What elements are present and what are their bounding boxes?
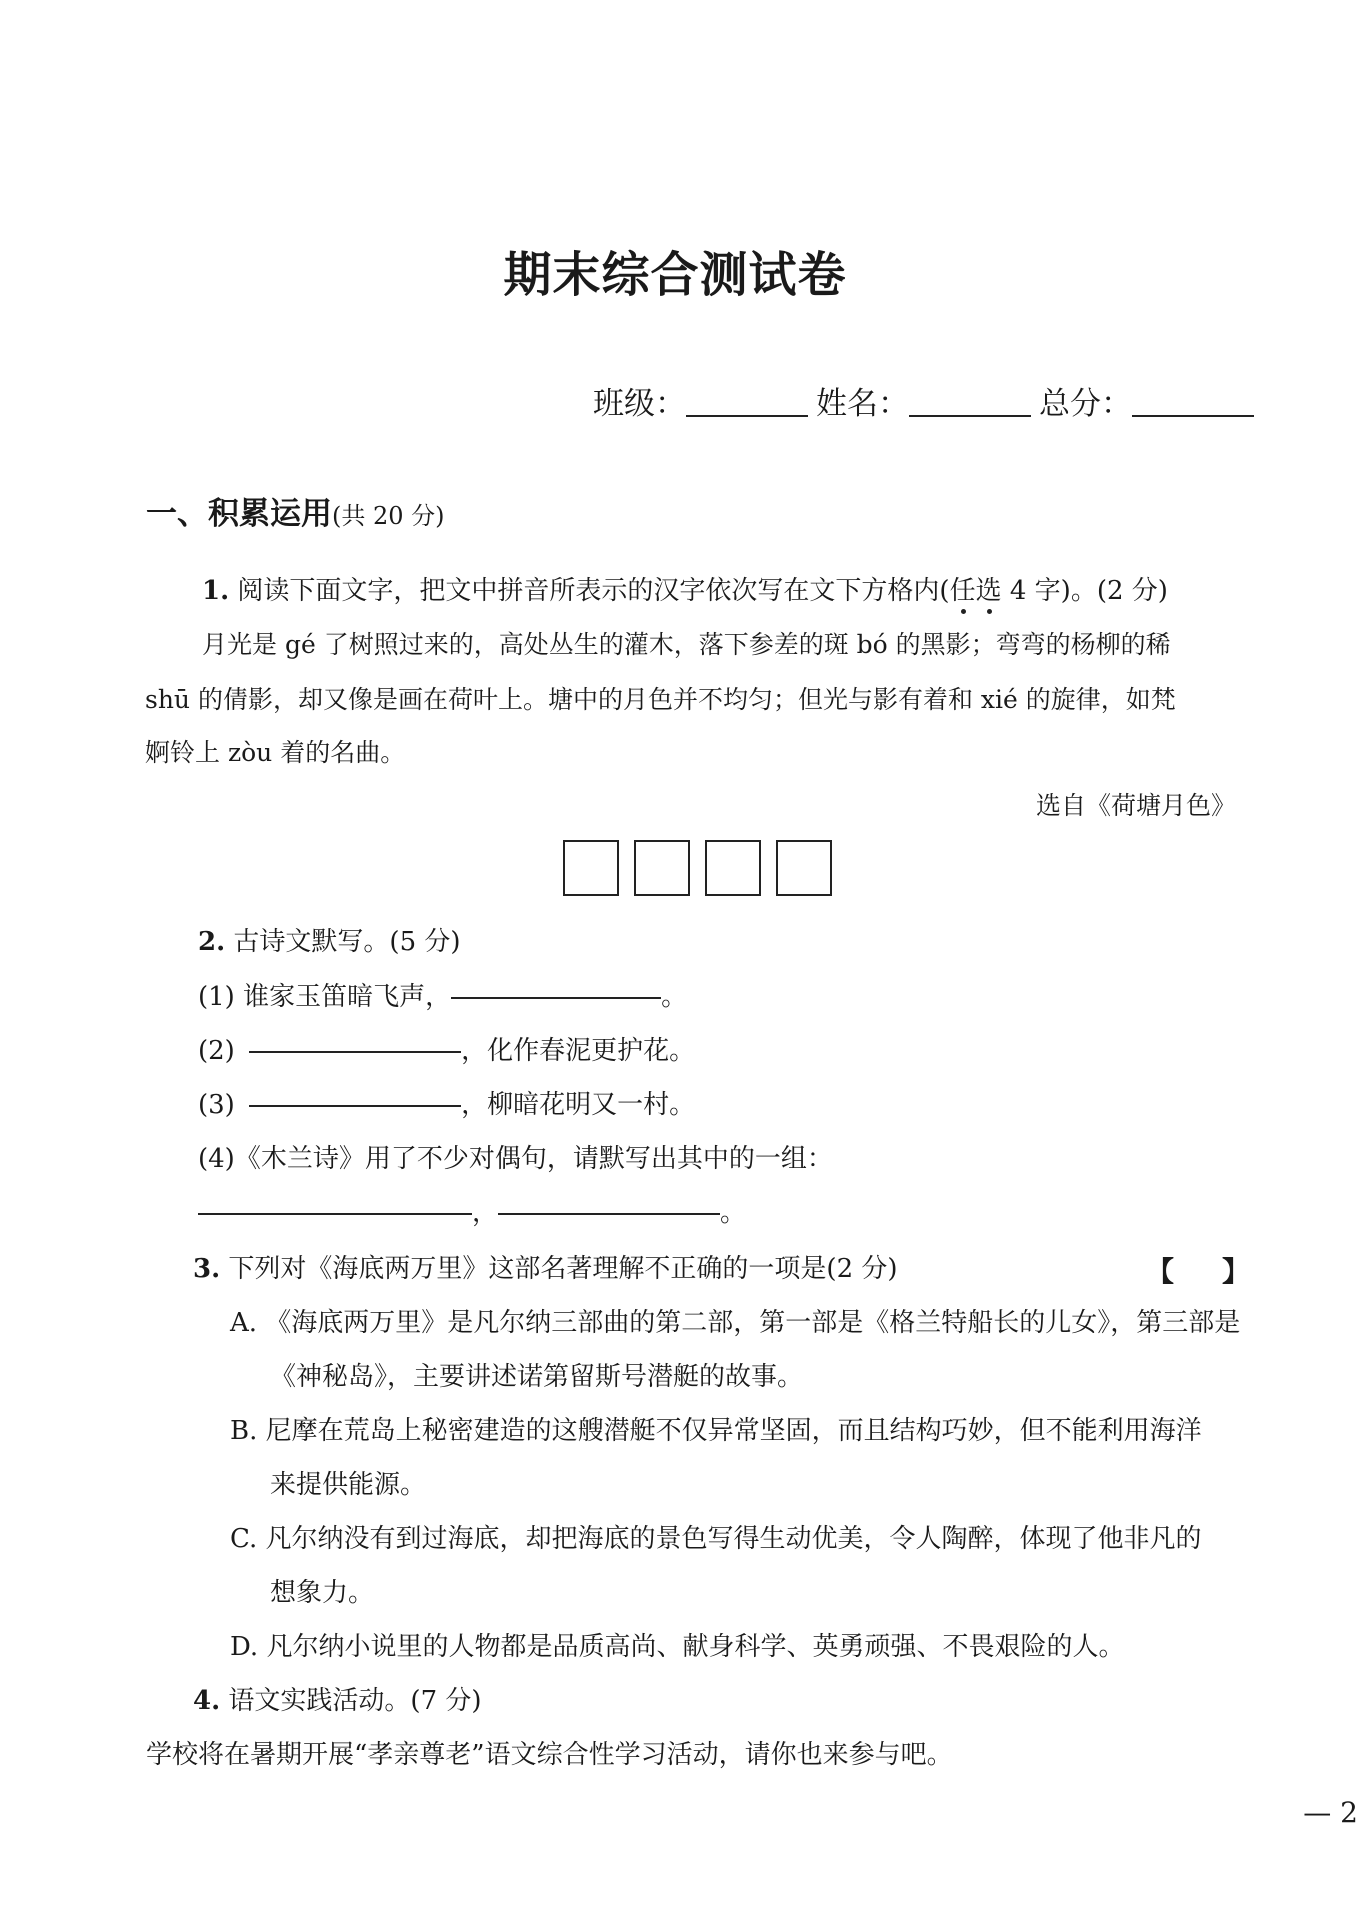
q1-passage-line-2: shū 的倩影，却又像是画在荷叶上。塘中的月色并不均匀；但光与影有着和 xié 的旋律，如梵 <box>145 685 1176 714</box>
section-1-points: (共 20 分) <box>332 502 445 530</box>
bracket-open: 【 <box>1145 1255 1174 1288</box>
q4-title-text: 语文实践活动。(7 分) <box>228 1686 482 1716</box>
q2-item-1-blank[interactable] <box>451 995 661 999</box>
q2-item-4-blank-1[interactable] <box>198 1211 472 1215</box>
q1-prompt-b: 4 字)。(2 分) <box>1001 576 1168 606</box>
name-field <box>816 378 1031 423</box>
section-1-heading: 一、积累运用 <box>146 496 332 532</box>
q3-option-d[interactable]: D. 凡尔纳小说里的人物都是品质高尚、献身科学、英勇顽强、不畏艰险的人。 <box>230 1632 1125 1662</box>
page-number-mark: — 2 <box>1303 1796 1358 1829</box>
q2-title <box>198 921 461 958</box>
q2-number: 2. <box>198 927 226 957</box>
q1-prompt <box>202 570 1168 607</box>
q2-item-2-text: ，化作春泥更护花。 <box>461 1036 696 1066</box>
q2-item-3 <box>198 1084 695 1121</box>
q2-item-3-blank[interactable] <box>249 1103 461 1107</box>
q3-option-b-line-1[interactable]: B. 尼摩在荒岛上秘密建造的这艘潜艇不仅异常坚固，而且结构巧妙，但不能利用海洋 <box>230 1416 1202 1446</box>
answer-box-1[interactable] <box>563 840 619 896</box>
bracket-close: 】 <box>1221 1255 1250 1288</box>
name-label: 姓名： <box>816 386 909 422</box>
q1-number: 1. <box>202 576 230 606</box>
class-field <box>593 378 808 423</box>
q4-intro: 学校将在暑期开展“孝亲尊老”语文综合性学习活动，请你也来参与吧。 <box>146 1740 953 1770</box>
student-info-row <box>593 378 1254 423</box>
q3-option-c-line-1[interactable]: C. 凡尔纳没有到过海底，却把海底的景色写得生动优美，令人陶醉，体现了他非凡的 <box>230 1524 1202 1554</box>
q2-item-1-end: 。 <box>661 982 688 1012</box>
answer-box-2[interactable] <box>634 840 690 896</box>
section-1-title <box>146 488 445 533</box>
q2-item-2-num: (2) <box>198 1036 235 1066</box>
q2-title-text: 古诗文默写。(5 分) <box>233 927 461 957</box>
q2-item-4-answer <box>198 1192 746 1229</box>
q3-title-text: 下列对《海底两万里》这部名著理解不正确的一项是(2 分) <box>228 1254 898 1284</box>
q3-option-a-line-2: 《神秘岛》，主要讲述诺第留斯号潜艇的故事。 <box>270 1362 804 1392</box>
page-title: 期末综合测试卷 <box>503 247 847 303</box>
q1-answer-boxes <box>563 840 847 896</box>
q1-emphasis-2: 选 <box>976 570 1002 607</box>
q2-item-4-comma: ， <box>472 1198 499 1228</box>
q4-title <box>193 1680 482 1717</box>
q3-answer-bracket[interactable] <box>1146 1250 1250 1290</box>
q2-item-4: (4)《木兰诗》用了不少对偶句，请默写出其中的一组： <box>198 1144 833 1174</box>
answer-box-3[interactable] <box>705 840 761 896</box>
q2-item-1-text: (1) 谁家玉笛暗飞声， <box>198 982 452 1012</box>
score-field <box>1039 378 1254 423</box>
q3-option-a-line-1[interactable]: A. 《海底两万里》是凡尔纳三部曲的第二部，第一部是《格兰特船长的儿女》，第三部是 <box>230 1308 1241 1338</box>
q2-item-1 <box>198 976 687 1013</box>
name-blank[interactable] <box>909 413 1031 417</box>
answer-box-4[interactable] <box>776 840 832 896</box>
q1-passage-line-3: 婀铃上 zòu 着的名曲。 <box>145 738 406 767</box>
q1-emphasis-1: 任 <box>950 570 976 607</box>
q3-option-b-line-2: 来提供能源。 <box>270 1470 427 1500</box>
score-label: 总分： <box>1039 386 1132 422</box>
q1-passage-line-1: 月光是 gé 了树照过来的，高处丛生的灌木，落下参差的斑 bó 的黑影；弯弯的杨柳的稀 <box>202 630 1171 659</box>
q1-prompt-a: 阅读下面文字，把文中拼音所表示的汉字依次写在文下方格内( <box>237 576 950 606</box>
q2-item-3-text: ，柳暗花明又一村。 <box>461 1090 696 1120</box>
q2-item-2-blank[interactable] <box>249 1049 461 1053</box>
q3-number: 3. <box>193 1254 221 1284</box>
q2-item-4-blank-2[interactable] <box>498 1211 720 1215</box>
q2-item-4-end: 。 <box>720 1198 747 1228</box>
q3-title <box>193 1248 898 1285</box>
q1-source: 选自《荷塘月色》 <box>1035 791 1236 820</box>
class-blank[interactable] <box>686 413 808 417</box>
q2-item-2 <box>198 1030 695 1067</box>
q3-option-c-line-2: 想象力。 <box>270 1578 375 1608</box>
q2-item-3-num: (3) <box>198 1090 235 1120</box>
score-blank[interactable] <box>1132 413 1254 417</box>
q4-number: 4. <box>193 1686 221 1716</box>
class-label: 班级： <box>593 386 686 422</box>
